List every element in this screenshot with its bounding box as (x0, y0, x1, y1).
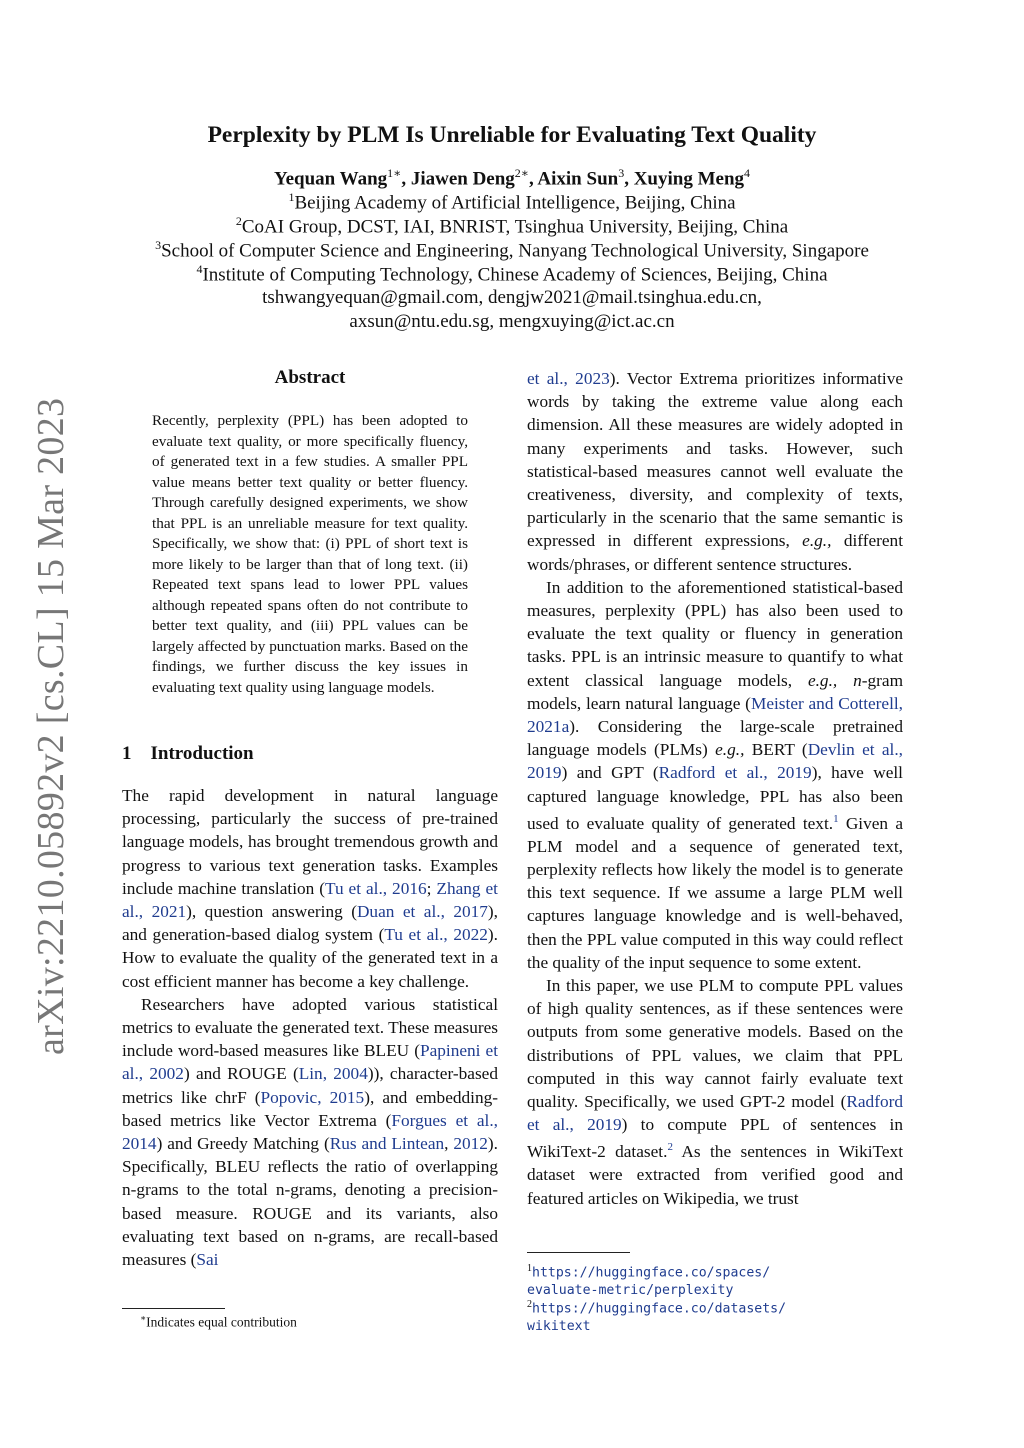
citation-link[interactable]: Radford et al., 2019 (527, 1092, 903, 1135)
footnote-rule (527, 1252, 630, 1253)
paragraph: In addition to the aforementioned statistical-based measures, perplexity (PPL) has also been used to evaluate the text quality or fluency in generation tasks. PPL is an intrinsic measure to quantify to what extent classical language models, e.g., n-gram models, learn natural language (Meister and Cotterell, 2021a). Considering the large-scale pretrained language models (PLMs) e.g., BERT (Devlin et al., 2019) and GPT (Radford et al., 2019), have well captured language knowledge, PPL has also been used to evaluate quality of generated text.$^1$ Given a PLM model and a sequence of generated text, perplexity reflects how likely the model is to generate this text sequence. If we assume a large PLM well captures language knowledge and is well-behaved, then the PPL value computed in this way could reflect the quality of the input sequence to some extent. (527, 577, 904, 972)
author-list: Yequan Wang$^{1∗}$, Jiawen Deng$^{2∗}$, Aixin Sun$^3$, Xuying Meng$^4$ (273, 166, 751, 190)
abstract-body: Recently, perplexity (PPL) has been adopted to evaluate text quality, or more specifically fluency, of generated text in a few studies. A smaller PPL value means better text quality or better fluency. Through carefully designed experiments, we show that PPL is an unreliable measure for text quality. Specifically, we show that: (i) PPL of short text is more likely to be larger than that of long text. (ii) Repeated text spans lead to lower PPL values although repeated spans often do not contribute to better text quality, and (iii) PPL values can be largely affected by punctuation marks. Based on the findings, we further discuss the key issues in evaluating text quality using language models. (152, 412, 468, 696)
citation-link[interactable]: Forgues et al., 2014 (122, 1110, 498, 1154)
citation-link[interactable]: Sai (196, 1250, 219, 1270)
citation-link[interactable]: Radford et al., 2019 (658, 763, 812, 783)
paragraph: Researchers have adopted various statistical metrics to evaluate the generated text. These measures include word-based measures like BLEU (Papineni et al., 2002) and ROUGE (Lin, 2004)), character-based metrics like chrF (Popovic, 2015), and embedding-based metrics like Vector Extrema (Forgues et al., 2014) and Greedy Matching (Rus and Lintean, 2012). Specifically, BLEU reflects the ratio of overlapping n-grams to the total n-grams, denoting a precision-based measure. ROUGE and its variants, also evaluating text based on n-grams, are recall-based measures (Sai (122, 994, 498, 1270)
citation-link[interactable]: Papineni et al., 2002 (122, 1041, 498, 1084)
footnote-url-1[interactable]: $^1$https://huggingface.co/spaces/ evaluate-metric/perplexity (527, 1263, 771, 1299)
author-emails: tshwangyequan@gmail.com, dengjw2021@mail.tsinghua.edu.cn, (262, 287, 762, 308)
author-name: Yequan Wang (273, 168, 388, 190)
citation-link[interactable]: Duan et al., 2017 (356, 902, 488, 922)
author-mark: 2∗ (514, 166, 529, 180)
author-name: Aixin Sun (537, 168, 619, 190)
affiliation: $^4$Institute of Computing Technology, Chinese Academy of Sciences, Beijing, China (196, 262, 828, 286)
paragraph: The rapid development in natural language processing, particularly the success of pre-trained language models, has brought tremendous growth and progress to various text generation tasks. Examples include machine translation (Tu et al., 2016; Zhang et al., 2021), question answering (Duan et al., 2017), and generation-based dialog system (Tu et al., 2022). How to evaluate the quality of the generated text in a cost efficient manner has become a key challenge. (122, 786, 498, 991)
paragraph: In this paper, we use PLM to compute PPL values of high quality sentences, as if these sentences were outputs from some generative models. Based on the distributions of PPL values, we claim that PPL computed in this way cannot fairly evaluate text quality. Specifically, we used GPT-2 model (Radford et al., 2019) to compute PPL of sentences in WikiText-2 dataset.$^2$ As the sentences in WikiText dataset were extracted from verified good and featured articles on Wikipedia, we trust (527, 976, 903, 1208)
section-heading: 1 Introduction (122, 743, 254, 764)
footnote-rule (122, 1308, 225, 1309)
citation-link[interactable]: Rus and Lintean (329, 1134, 445, 1154)
citation-link[interactable]: Meister and Cotterell, 2021a (527, 693, 904, 737)
right-column (527, 367, 903, 1210)
citation-link[interactable]: et al., 2023 (527, 369, 610, 388)
affiliation: $^1$Beijing Academy of Artificial Intelligence, Beijing, China (288, 190, 736, 214)
author-name: Xuying Meng (633, 168, 745, 190)
citation-link[interactable]: Lin, 2004 (298, 1064, 368, 1084)
footnote-equal-contribution: ∗Indicates equal contribution (140, 1313, 297, 1330)
arxiv-identifier: arXiv:2210.05892v2 [cs.CL] 15 Mar 2023 (30, 397, 72, 1055)
citation-link[interactable]: Tu et al., 2016 (325, 878, 427, 898)
citation-link[interactable]: 2012 (453, 1134, 488, 1154)
footnote-marker[interactable]: 2 (667, 1141, 673, 1154)
author-name: Jiawen Deng (410, 168, 515, 190)
paragraph: et al., 2023). Vector Extrema prioritizes informative words by taking the extreme value along each dimension. All these measures are widely adopted in many experiments and tasks. However, such statistical-based measures cannot well evaluate the creativeness, diversity, and complexity of texts, particularly in the scenario that the same semantic is expressed in different expressions, e.g., different words/phrases, or different sentence structures. (527, 369, 904, 574)
author-mark: 3 (618, 166, 625, 180)
author-mark: 4 (744, 166, 751, 180)
citation-link[interactable]: Devlin et al., 2019 (527, 740, 904, 783)
affiliation: $^3$School of Computer Science and Engineering, Nanyang Technological University, Singapore (155, 238, 869, 262)
left-column (122, 784, 498, 1271)
affiliation: $^2$CoAI Group, DCST, IAI, BNRIST, Tsinghua University, Beijing, China (235, 214, 789, 238)
paper-title: Perplexity by PLM Is Unreliable for Evaluating Text Quality (207, 122, 817, 148)
citation-link[interactable]: Popovic, 2015 (260, 1087, 365, 1107)
footnote-url-2[interactable]: $^2$https://huggingface.co/datasets/ wikitext (527, 1299, 787, 1335)
author-mark: 1∗ (387, 166, 402, 180)
citation-link[interactable]: Zhang et al., 2021 (122, 878, 498, 922)
footnote-marker[interactable]: 1 (833, 812, 839, 825)
abstract-heading: Abstract (274, 367, 346, 388)
citation-link[interactable]: Tu et al., 2022 (384, 925, 488, 945)
author-emails: axsun@ntu.edu.sg, mengxuying@ict.ac.cn (349, 311, 675, 332)
